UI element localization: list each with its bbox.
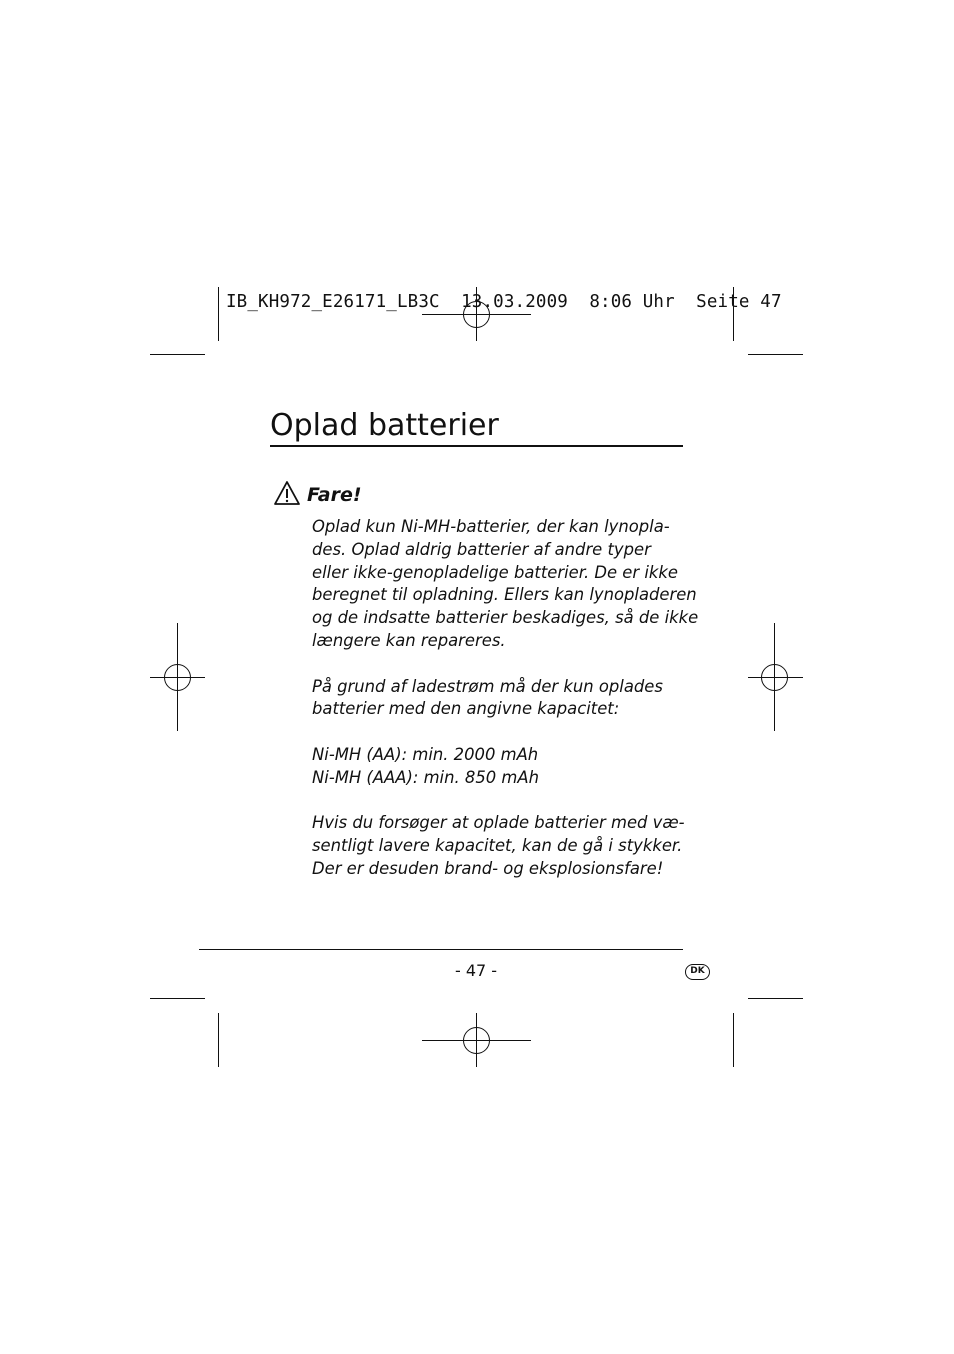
warning-line: På grund af ladestrøm må der kun oplades (312, 676, 663, 696)
crop-mark (748, 998, 803, 999)
warning-text (312, 516, 699, 881)
crop-mark (150, 354, 205, 355)
warning-line: beregnet til opladning. Ellers kan lynopladeren (312, 585, 697, 605)
warning-line: Der er desuden brand- og eksplosionsfare! (312, 858, 664, 878)
warning-line: Ni-MH (AA): min. 2000 mAh (312, 744, 539, 764)
footer-divider (199, 949, 683, 950)
printer-slug-line: IB_KH972_E26171_LB3C 13.03.2009 8:06 Uhr Seite 47 (226, 292, 782, 312)
warning-line: batterier med den angivne kapacitet: (312, 699, 620, 719)
registration-mark-icon (462, 1026, 492, 1056)
title-underline (270, 445, 683, 447)
warning-line: og de indsatte batterier beskadiges, så de ikke (312, 608, 699, 628)
warning-line: Ni-MH (AAA): min. 850 mAh (312, 767, 539, 787)
paragraph-gap (312, 721, 687, 744)
warning-triangle-icon (273, 480, 301, 506)
language-badge: DK (685, 964, 710, 980)
warning-line: des. Oplad aldrig batterier af andre typer (312, 539, 651, 559)
registration-mark-icon (163, 663, 193, 693)
paragraph-gap (312, 790, 687, 813)
warning-line: eller ikke-genopladelige batterier. De er ikke (312, 562, 678, 582)
warning-line: Hvis du forsøger at oplade batterier med væ- (312, 813, 685, 833)
paragraph-gap (312, 653, 687, 676)
page-number: - 47 - (454, 961, 498, 980)
crop-mark (218, 1013, 219, 1067)
page-title: Oplad batterier (270, 408, 499, 443)
warning-line: længere kan repareres. (312, 630, 506, 650)
crop-mark (748, 354, 803, 355)
warning-line: Oplad kun Ni-MH-batterier, der kan lynopla- (312, 517, 670, 536)
registration-mark-icon (760, 663, 790, 693)
crop-mark (733, 1013, 734, 1067)
crop-mark (218, 287, 219, 341)
crop-mark (150, 998, 205, 999)
warning-line: sentligt lavere kapacitet, kan de gå i stykker. (312, 836, 683, 856)
warning-heading: Fare! (307, 484, 362, 506)
